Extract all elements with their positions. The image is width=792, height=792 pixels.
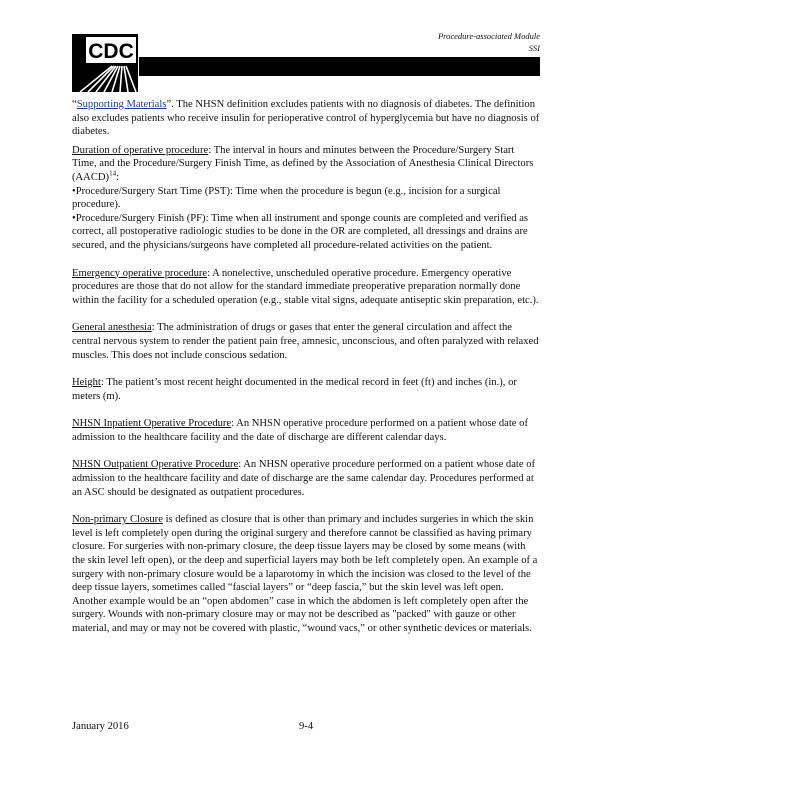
outpatient-paragraph (72, 458, 540, 499)
duration-colon: : (116, 171, 120, 183)
section-title: SSI (528, 43, 540, 53)
anesthesia-paragraph (72, 321, 540, 362)
inpatient-text: : An NHSN operative procedure performed on a patient whose date of admission to the healthcare facility and the date of discharge are different calendar days. (72, 418, 528, 443)
duration-text: : The interval in hours and minutes between the Procedure/Surgery Start Time, and the Procedure/Surgery Finish Time, as defined by the Association of Anesthesia Clinical Directors (AACD) (72, 144, 534, 183)
nonprimary-text: is defined as closure that is other than primary and includes surgeries in which the skin level is left completely open during the original surgery and therefore cannot be classified as having primary closure. For surgeries with non-primary closure, the deep tissue layers may be closed by some means (with the skin level left open), or the deep and superficial layers may both be left completely open. An example of a surgery with non-primary closure would be a laparotomy in which the incision was closed to the level of the deep tissue layers, sometimes called “fascial layers” or “deep fascia,” but the skin level was left open. Another example would be an “open abdomen” case in which the abdomen is left completely open after the surgery. Wounds with non-primary closure may or may not be described as "packed" with gauze or other material, and may or may not be covered with plastic, “wound vacs,” or other synthetic devices or materials. (72, 514, 538, 634)
outpatient-text: : An NHSN operative procedure performed on a patient whose date of admission to the healthcare facility and date of discharge are the same calendar day. Procedures performed at an ASC should be designated as outpatient procedures. (72, 459, 536, 498)
duration-paragraph (72, 144, 540, 185)
bullet-pst: •Procedure/Surgery Start Time (PST): Time when the procedure is begun (e.g., incision for a surgical procedure). (72, 185, 501, 211)
module-title: Procedure-associated Module (437, 31, 540, 41)
supporting-materials-link[interactable]: Supporting Materials (76, 99, 167, 110)
height-term: Height (72, 377, 101, 389)
quote-open: “ (72, 99, 77, 110)
inpatient-paragraph (72, 417, 540, 444)
nonprimary-term: Non-primary Closure (72, 514, 163, 526)
intro-text: ”. The NHSN definition excludes patients with no diagnosis of diabetes. The definition also excludes patients who receive insulin for perioperative control of hyperglycemia but have no diagnosis of diabetes. (72, 99, 540, 138)
inpatient-term: NHSN Inpatient Operative Procedure (72, 418, 232, 430)
reference-14: 14 (109, 169, 117, 178)
footer-date: January 2016 (72, 721, 129, 732)
emergency-paragraph (72, 267, 540, 308)
height-text: : The patient’s most recent height documented in the medical record in feet (ft) and inches (in.), or meters (m). (72, 377, 517, 402)
header-bar (139, 57, 540, 76)
cdc-logo-graphic (72, 34, 138, 92)
duration-term: Duration of operative procedure (72, 144, 209, 156)
document-body (72, 98, 540, 650)
cdc-logo-text: CDC (88, 40, 134, 63)
intro-paragraph (72, 98, 540, 139)
anesthesia-text: : The administration of drugs or gases that enter the general circulation and affect the central nervous system to render the patient pain free, amnesic, unconscious, and often paralyzed with relaxed muscles. This does not include conscious sedation. (72, 322, 539, 361)
emergency-term: Emergency operative procedure (72, 267, 208, 279)
emergency-text: : A nonelective, unscheduled operative procedure. Emergency operative procedures are those that do not allow for the standard immediate preoperative preparation normally done within the facility for a scheduled operation (e.g., stable vital signs, adequate antiseptic skin preparation, etc.). (72, 267, 539, 306)
running-header (280, 30, 540, 54)
page-number: 9-4 (299, 721, 314, 732)
outpatient-term: NHSN Outpatient Operative Procedure (72, 459, 239, 471)
anesthesia-term: General anesthesia (72, 322, 152, 334)
height-paragraph (72, 376, 540, 403)
cdc-logo (72, 34, 138, 92)
bullet-pf: •Procedure/Surgery Finish (PF): Time when all instrument and sponge counts are completed and verified as correct, all postoperative radiologic studies to be done in the OR are completed, all dressings and drains are secured, and the physicians/surgeons have completed all procedure-related activities on the patient. (72, 212, 529, 251)
nonprimary-paragraph (72, 513, 540, 635)
